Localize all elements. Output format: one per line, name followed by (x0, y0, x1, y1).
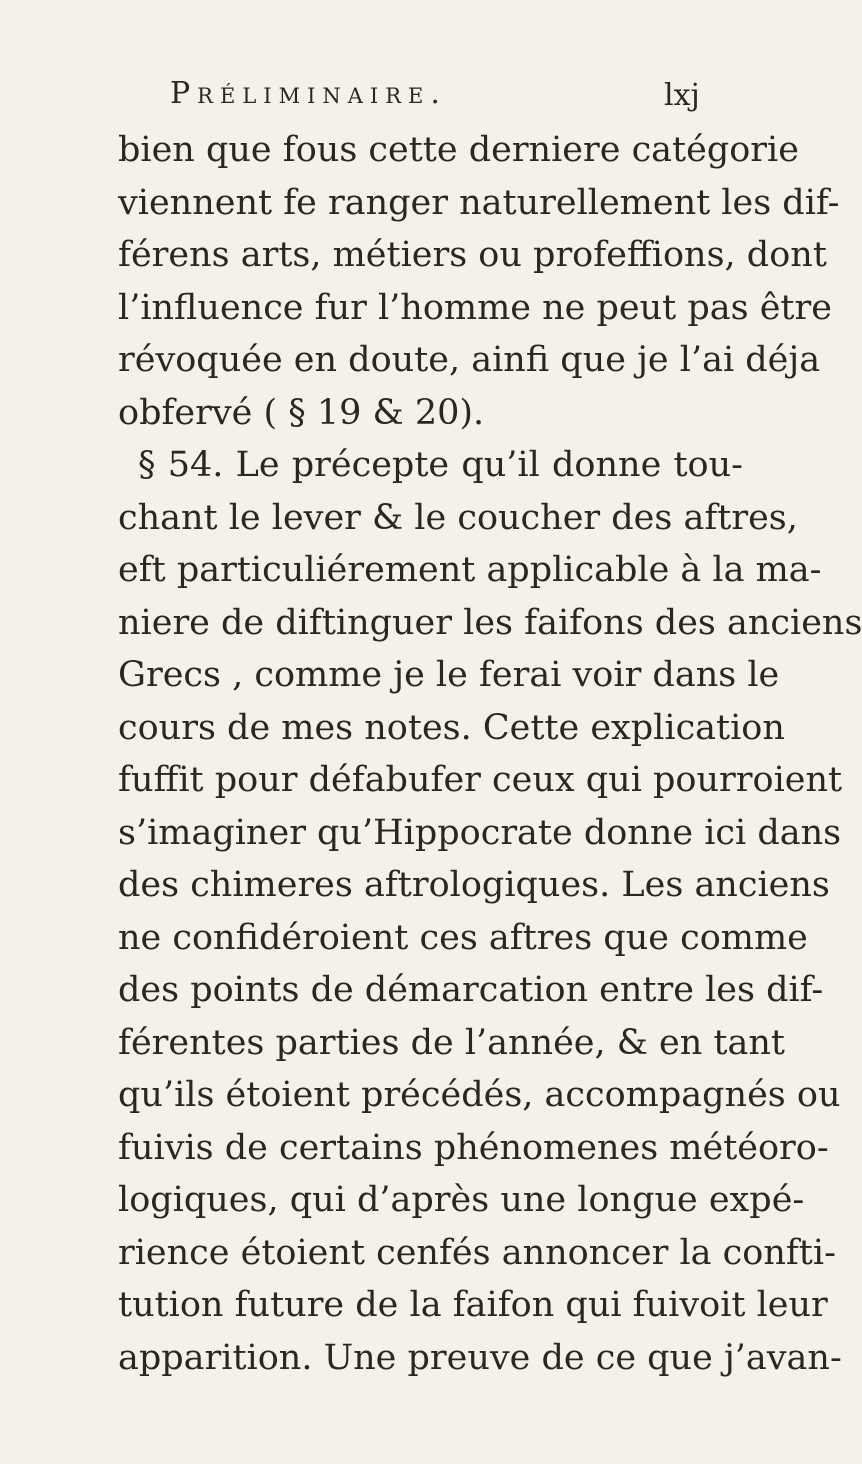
body-text (118, 124, 862, 1384)
text-line: qu’ils étoient précédés, accompagnés ou (118, 1075, 841, 1115)
text-line: férentes parties de l’année, & en tant (118, 1022, 785, 1063)
text-line: viennent fe ranger naturellement les dif- (118, 182, 840, 223)
text-line: l’influence fur l’homme ne peut pas être (118, 287, 832, 328)
text-line: chant le lever & le coucher des aftres, (118, 497, 798, 538)
text-line: logiques, qui d’après une longue expé- (118, 1180, 805, 1220)
running-head (170, 76, 740, 120)
text-line: révoquée en doute, ainfi que je l’ai déja (118, 340, 821, 380)
text-line: des chimeres aftrologiques. Les anciens (118, 865, 830, 905)
page-number: lxj (664, 78, 700, 113)
text-line: Grecs , comme je le ferai voir dans le (118, 655, 780, 695)
text-line: rience étoient cenfés annoncer la confti- (118, 1232, 836, 1273)
text-line: cours de mes notes. Cette explication (118, 707, 785, 748)
text-line: niere de diftinguer les faifons des anciens (118, 602, 862, 643)
text-line: bien que fous cette derniere catégorie (118, 130, 799, 170)
text-line: obfervé ( § 19 & 20). (118, 392, 485, 433)
text-line: apparition. Une preuve de ce que j’avan- (118, 1337, 842, 1378)
text-line: fuivis de certains phénomenes météoro- (118, 1127, 829, 1168)
text-line: des points de démarcation entre les dif- (118, 970, 824, 1010)
paragraph-start-line: § 54. Le précepte qu’il donne tou- (138, 445, 743, 485)
text-line: ne confidéroient ces aftres que comme (118, 917, 808, 958)
text-line: fuffit pour défabufer ceux qui pourroient (118, 760, 843, 800)
text-line: eft particuliérement applicable à la ma- (118, 550, 822, 590)
running-title: Préliminaire. (170, 76, 447, 111)
text-line: s’imaginer qu’Hippocrate donne ici dans (118, 812, 842, 853)
text-line: tution future de la faifon qui fuivoit leur (118, 1285, 828, 1325)
text-line: férens arts, métiers ou profeffions, dont (118, 235, 827, 275)
